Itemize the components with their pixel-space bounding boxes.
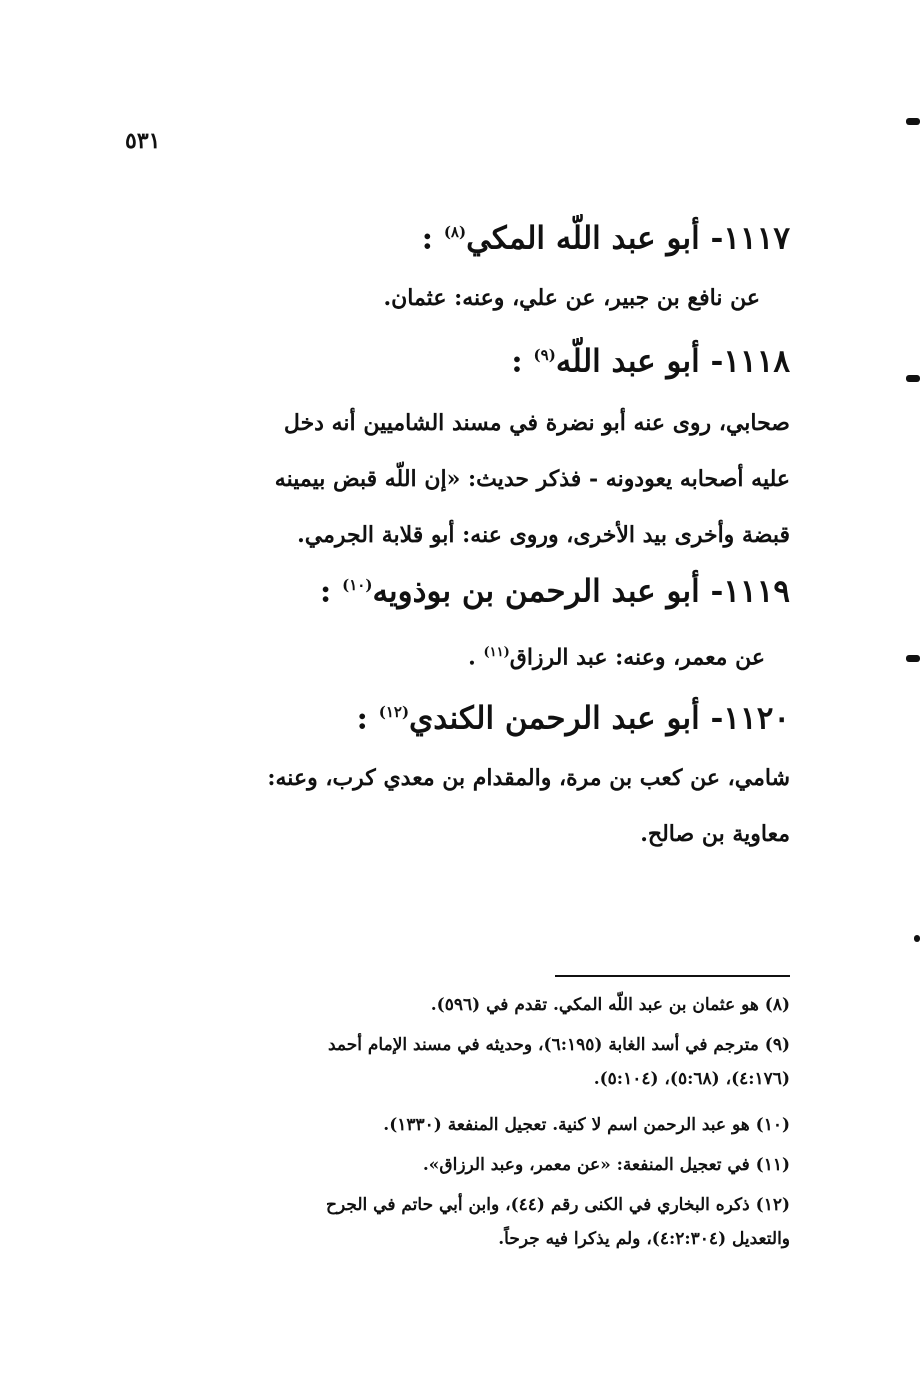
footnote-ref[interactable]: (١٢) [378,703,410,721]
footnote-line: (١٢) ذكره البخاري في الكنى رقم (٤٤)، وابن أبي حاتم في الجرح [326,1195,790,1215]
footnote-line: (٤:١٧٦)، (٥:٦٨)، (٥:١٠٤). [593,1069,790,1089]
footnote-line: والتعديل (٤:٢:٣٠٤)، ولم يذكرا فيه جرحاً. [498,1229,790,1249]
text-line: صحابي، روى عنه أبو نضرة في مسند الشاميين أنه دخل [283,410,790,436]
entry-1118 [130,335,790,381]
footnote-ref[interactable]: (٩) [533,346,556,364]
footnote-line: (١١) في تعجيل المنفعة: «عن معمر، وعبد الرزاق». [422,1155,790,1175]
entry-heading [130,335,790,381]
entry-heading-text: ١١٢٠- أبو عبد الرحمن الكندي [409,700,790,737]
scan-edge-mark [914,935,920,942]
entry-heading-text: ١١١٨- أبو عبد اللّه [555,343,790,380]
text-line: قبضة وأخرى بيد الأخرى، وروى عنه: أبو قلابة الجرمي. [297,522,790,548]
entry-1120-body [130,750,790,862]
footnote-9 [130,1028,790,1096]
heading-colon: : [356,700,379,737]
scan-edge-mark [906,118,920,125]
entry-heading [130,212,790,258]
text-line: عن نافع بن جبير، عن علي، وعنه: عثمان. [383,285,760,311]
entry-heading [130,565,790,611]
text-line-main: عن معمر، وعنه: عبد الرزاق [509,644,765,671]
footnote-line: (٩) مترجم في أسد الغابة (٦:١٩٥)، وحديثه في مسند الإمام أحمد [327,1035,790,1055]
footnote-ref[interactable]: (١١) [483,645,510,660]
footnote-separator [555,975,790,977]
scan-edge-mark [906,655,920,662]
entry-1119 [130,565,790,611]
heading-colon: : [319,573,343,610]
footnote-11 [130,1148,790,1182]
text-line: عليه أصحابه يعودونه - فذكر حديث: «إن اللّه قبض بيمينه [274,466,790,492]
entry-1118-body [130,395,790,563]
entry-heading-text: ١١١٩- أبو عبد الرحمن بن بوذويه [372,573,790,610]
footnote-12 [130,1188,790,1256]
entry-1117 [130,212,790,258]
footnote-10 [130,1108,790,1142]
footnote-line: (١٠) هو عبد الرحمن اسم لا كنية. تعجيل المنفعة (١٣٣٠). [383,1115,790,1135]
entry-1119-body [130,625,765,685]
footnote-line: (٨) هو عثمان بن عبد اللّه المكي. تقدم في (٥٩٦). [430,995,790,1015]
entry-1120 [130,692,790,738]
footnote-8 [130,988,790,1022]
heading-colon: : [511,343,534,380]
footnote-ref[interactable]: (٨) [443,223,467,241]
text-line: معاوية بن صالح. [640,821,790,847]
text-line: شامي، عن كعب بن مرة، والمقدام بن معدي كرب، وعنه: [267,765,790,791]
page-number: ٥٣١ [125,128,161,154]
entry-1117-body [130,270,760,326]
text-line-end: . [468,644,484,671]
entry-heading-text: ١١١٧- أبو عبد اللّه المكي [466,220,790,257]
text-line [130,625,765,685]
heading-colon: : [421,220,444,257]
footnote-ref[interactable]: (١٠) [342,576,373,594]
entry-heading [130,692,790,738]
scan-edge-mark [906,375,920,382]
